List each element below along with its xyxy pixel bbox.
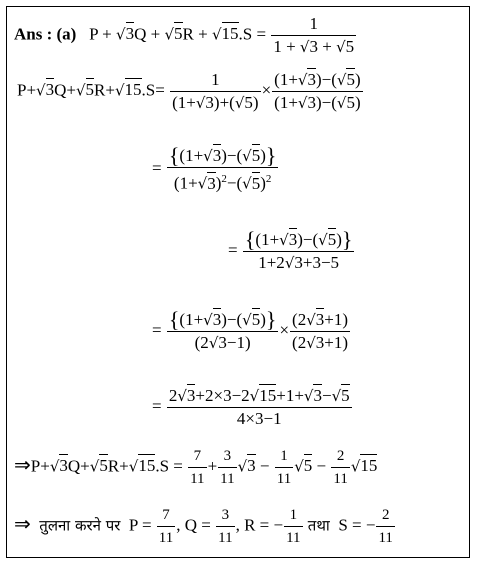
equation-line-6: = $\frac{2√3+2\times 3-2√15+1+√3-√5}{4\times 3-1}$ — [152, 386, 350, 428]
fraction: $\frac{2√3+2\times 3-2√15+1+√3-√5}{4\times 3-1}$ — [168, 386, 350, 428]
equation-line-1: Ans : (a) P + √3Q + √5R + √15.S = $\frac{1}{1 + √3 + √5}$ — [14, 14, 355, 56]
equation-line-7: ⇒P+√3Q+√5R+√15.S = $\frac{7}{11}$ + $\frac{3}{11}$ √3 − $\frac{1}{11}$ √5 − $\frac{2}{11}$ √15 — [14, 448, 378, 487]
equation-line-5: = $\frac{\{(1+√3)-(√5)\}}{(2√3-1)}$ × $\frac{(2√3+1)}{(2√3+1)}$ — [152, 307, 349, 352]
equation-line-8: ⇒ तुलना करने पर P = $\frac{7}{11}$ , Q = $\frac{3}{11}$ , R = − $\frac{1}{11}$ तथा S = − $\frac{2}{11}$ — [14, 507, 393, 546]
equation-line-3: = $\frac{\{(1+√3)-(√5)\}}{(1+√3)^2-(√5)^2}$ — [152, 143, 277, 193]
fraction: $\frac{1}{11}$ — [286, 507, 301, 546]
fraction: $\frac{(1+√3)-(√5)}{(1+√3)-(√5)}$ — [274, 70, 361, 112]
equation-line-2: P+√3Q+√5R+√15.S= $\frac{1}{(1+√3)+(√5)}$ × $\frac{(1+√3)-(√5)}{(1+√3)-(√5)}$ — [17, 70, 361, 112]
fraction: $\frac{1}{11}$ — [276, 448, 292, 487]
fraction: $\frac{1}{1 + √3 + √5}$ — [273, 14, 355, 56]
fraction: $\frac{\{(1+√3)-(√5)\}}{(1+√3)^2-(√5)^2}$ — [168, 143, 277, 193]
fraction: $\frac{2}{11}$ — [333, 448, 348, 487]
fraction: $\frac{(2√3+1)}{(2√3+1)}$ — [292, 310, 349, 352]
fraction: $\frac{7}{11}$ — [158, 507, 174, 546]
and-text: तथा — [307, 516, 330, 535]
fraction: $\frac{\{(1+√3)-(√5)\}}{1+2√3+3-5}$ — [244, 227, 353, 272]
fraction: $\frac{7}{11}$ — [190, 448, 205, 487]
answer-label: Ans : (a) — [14, 24, 77, 44]
fraction: $\frac{3}{11}$ — [220, 448, 235, 487]
fraction: $\frac{2}{11}$ — [378, 507, 393, 546]
fraction: $\frac{\{(1+√3)-(√5)\}}{(2√3-1)}$ — [168, 307, 277, 352]
fraction: $\frac{3}{11}$ — [218, 507, 233, 546]
fraction: $\frac{1}{(1+√3)+(√5)}$ — [172, 70, 259, 112]
equation-line-4: = $\frac{\{(1+√3)-(√5)\}}{1+2√3+3-5}$ — [228, 227, 353, 272]
compare-text: तुलना करने पर — [39, 516, 121, 535]
